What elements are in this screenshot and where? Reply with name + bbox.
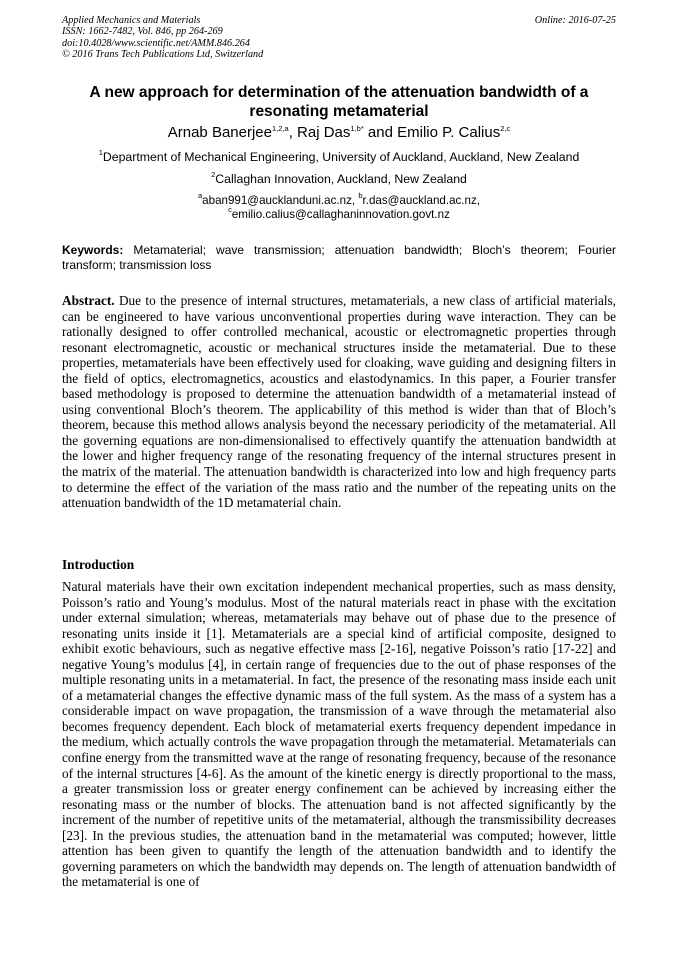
issn-line: ISSN: 1662-7482, Vol. 846, pp 264-269 — [62, 26, 223, 38]
author-name: Arnab Banerjee — [167, 124, 272, 141]
author-separator: and — [363, 124, 398, 141]
email-a[interactable]: aban991@aucklanduni.ac.nz, — [202, 194, 356, 207]
email-line-1 — [62, 191, 616, 208]
abstract-text: Due to the presence of internal structures, metamaterials, a new class of artificial materials, can be engineered to have various unconventional properties during wave interaction. They can be rationally designed to offer controlled mechanical, acoustic or electromagnetic properties through resonant electromagnetic, acoustic or mechanical structures inside the metamaterial. Due to these properties, metamaterials have been effectively used for cloaking, wave guiding and designing filters in the field of optics, electromagnetics, acoustics and elastodynamics. In this paper, a Fourier transfer based methodology is proposed to determine the attenuation bandwidth of a metamaterial instead of using conventional Bloch’s theorem. The applicability of this method is wider than that of Bloch’s theorem, because this method allows analysis beyond the necessary periodicity of the metamaterial. All the governing equations are non-dimensionalised to effectively quantify the attenuation bandwidth at the lower and higher frequency range of the resonating frequency of the internal structures present in the matrix of the material. The attenuation bandwidth is characterized into low and high frequency parts to determine the effect of the variation of the mass ratio and the number of the repeating units on the attenuation bandwidth of the 1D metamaterial chain. — [62, 293, 616, 511]
email-marker: b — [358, 191, 363, 200]
keywords-text: Metamaterial; wave transmission; attenuation bandwidth; Bloch’s theorem; Fourier transform; transmission loss — [62, 243, 616, 272]
journal-header — [62, 15, 422, 60]
doi-line: doi:10.4028/www.scientific.net/AMM.846.264 — [62, 37, 250, 49]
online-date: Online: 2016-07-25 — [534, 15, 616, 26]
affiliation-2 — [62, 172, 616, 187]
abstract-block — [62, 293, 616, 511]
author-name: Emilio P. Calius — [397, 124, 501, 141]
author-name: Raj Das — [297, 124, 351, 141]
author-affiliation-marker: 1,2,a — [272, 124, 289, 133]
introduction-text: Natural materials have their own excitation independent mechanical properties, such as mass density, Poisson’s ratio and Young’s modulus. Most of the natural materials react in phase with the excitation under external simulation; whereas, metamaterials may behave out of phase due to the presence of resonating units inside it [1]. Metamaterials are a special kind of artificial composite, designed to exhibit exotic behaviours, such as negative effective mass [2-16], negative Poisson’s ratio [17-22] and negative Young’s modulus [4], in certain range of frequencies due to the out of phase responses of the multiple resonating units in a metamaterial. In fact, the presence of the resonating mass inside each unit of a metamaterial changes the effective dynamic mass of the full system. As the mass of a system has a considerable impact on wave propagation, the transmission of a wave through the metamaterial also becomes frequency dependent. Each block of metamaterial exerts frequency dependent impedance in the medium, which actually controls the wave propagation through the metamaterial. Metamaterials can confine energy from the transmitted wave at the range of resonating frequency, because of the resonance of the internal structures [4-6]. As the amount of the kinetic energy is directly proportional to the mass, a greater transmission loss or greater energy confinement can be achieved by increasing either the resonating mass or the number of blocks. The attenuation band is not affected significantly by the increment of the number of repetitive units of the metamaterial, although the transmissibility decreases [23]. In the previous studies, the attenuation band in the metamaterial was computed; however, little attention has been given to quantify the length of the attenuation bandwidth and to identify the governing parameters on which the bandwidth may depends on. The length of attenuation bandwidth of the metamaterial is one of — [62, 579, 616, 890]
author-affiliation-marker: 2,c — [500, 124, 511, 133]
affiliation-1 — [62, 150, 616, 165]
copyright-line: © 2016 Trans Tech Publications Ltd, Switzerland — [62, 48, 264, 60]
paper-title: A new approach for determination of the attenuation bandwidth of a resonating metamaterial — [89, 84, 589, 120]
email-b[interactable]: r.das@auckland.ac.nz, — [362, 194, 480, 207]
keywords-block — [62, 243, 616, 273]
author-separator: , — [288, 124, 298, 141]
author-list — [62, 124, 616, 142]
affiliation-marker: 2 — [211, 170, 216, 179]
email-marker: c — [228, 205, 232, 214]
keywords-label: Keywords: — [62, 243, 124, 257]
affiliation-text: Department of Mechanical Engineering, University of Auckland, Auckland, New Zealand — [102, 150, 580, 164]
affiliation-text: Callaghan Innovation, Auckland, New Zealand — [215, 172, 467, 186]
email-c[interactable]: emilio.calius@callaghaninnovation.govt.nz — [231, 208, 450, 221]
section-heading-introduction: Introduction — [62, 557, 135, 572]
abstract-label: Abstract. — [62, 293, 115, 308]
email-marker: a — [198, 191, 203, 200]
author-affiliation-marker: 1,b* — [350, 124, 364, 133]
affiliation-marker: 1 — [98, 148, 103, 157]
email-line-2 — [62, 205, 616, 222]
journal-name: Applied Mechanics and Materials — [62, 15, 201, 26]
